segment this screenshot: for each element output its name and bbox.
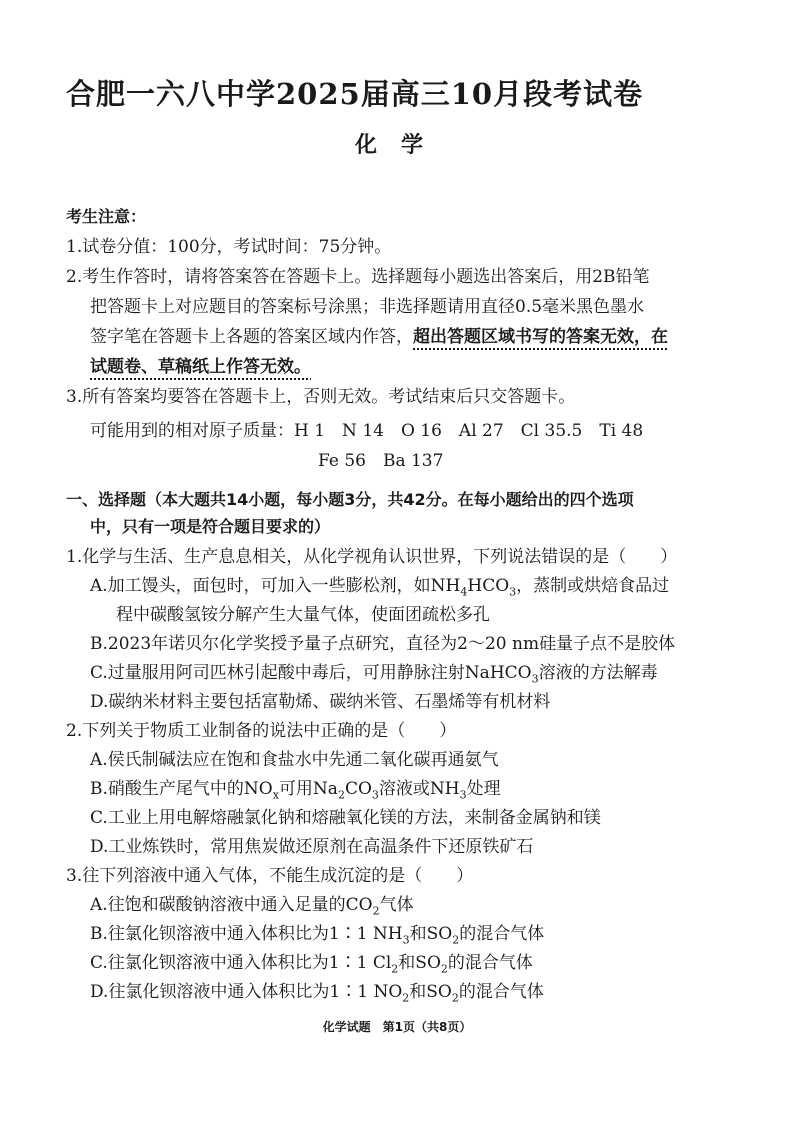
question-1-stem: 1.化学与生活、生产息息相关，从化学视角认识世界，下列说法错误的是（ ）	[66, 547, 678, 567]
q2-b-mid2: CO	[344, 779, 372, 799]
q3-c-mid: 和SO	[398, 953, 441, 973]
question-1-option-a	[90, 571, 669, 598]
q3-c-text: C.往氯化钡溶液中通入体积比为1∶1 Cl	[90, 953, 392, 973]
q3-b-sub1: 3	[402, 933, 410, 947]
q3-b-mid: 和SO	[409, 924, 453, 944]
question-2-option-d: D.工业炼铁时，常用焦炭做还原剂在高温条件下还原铁矿石	[90, 837, 534, 857]
notice-item-2-line-3-emphasis: 超出答题区域书写的答案无效，在	[413, 327, 668, 347]
q1-c-tail: 溶液的方法解毒	[538, 663, 658, 683]
atomic-masses-line-1: 可能用到的相对原子质量：H 1 N 14 O 16 Al 27 Cl 35.5 Ti 48	[90, 421, 644, 441]
q2-b-sub1: x	[272, 788, 279, 802]
q3-b-tail: 的混合气体	[459, 924, 545, 944]
q2-b-sub2: 2	[337, 788, 345, 802]
section-heading-line-1: 一、选择题（本大题共14小题，每小题3分，共42分。在每小题给出的四个选项	[66, 490, 634, 509]
question-1-option-c	[90, 658, 658, 685]
section-heading-line-2: 中，只有一项是符合题目要求的）	[90, 517, 331, 536]
notice-item-2-line-2: 把答题卡上对应题目的答案标号涂黑；非选择题请用直径0.5毫米黑色墨水	[90, 297, 645, 317]
q1-a-sub2: 3	[509, 585, 517, 599]
q2-b-text: B.硝酸生产尾气中的NO	[90, 779, 273, 799]
question-2-option-c: C.工业上用电解熔融氯化钠和熔融氧化镁的方法，来制备金属钠和镁	[90, 808, 601, 828]
notice-heading: 考生注意：	[66, 207, 147, 226]
q3-d-sub1: 2	[402, 991, 410, 1005]
q1-c-text: C.过量服用阿司匹林引起酸中毒后，可用静脉注射NaHCO	[90, 663, 532, 683]
question-3-option-b	[90, 919, 544, 946]
question-1-option-a-line-2: 程中碳酸氢铵分解产生大量气体，使面团疏松多孔	[116, 605, 490, 625]
q3-d-text: D.往氯化钡溶液中通入体积比为1∶1 NO	[90, 982, 403, 1002]
q3-c-sub2: 2	[440, 962, 448, 976]
q2-b-sub3: 3	[371, 788, 379, 802]
q3-d-tail: 的混合气体	[458, 982, 544, 1002]
subject-title: 化学	[355, 132, 448, 158]
question-3-stem: 3.往下列溶液中通入气体，不能生成沉淀的是（ ）	[66, 866, 474, 886]
question-2-stem: 2.下列关于物质工业制备的说法中正确的是（ ）	[66, 721, 457, 741]
notice-item-2-line-1: 2.考生作答时，请将答案答在答题卡上。选择题每小题选出答案后，用2B铅笔	[66, 267, 650, 287]
q2-b-mid: 可用Na	[278, 779, 338, 799]
q1-a-tail: ，蒸制或烘焙食品过	[516, 576, 670, 596]
question-2-option-b	[90, 774, 501, 801]
q3-c-sub1: 2	[391, 962, 399, 976]
q3-b-text: B.往氯化钡溶液中通入体积比为1∶1 NH	[90, 924, 403, 944]
q2-b-tail: 处理	[466, 779, 501, 799]
q2-b-sub4: 3	[459, 788, 467, 802]
q1-a-sub: 4	[460, 585, 468, 599]
page-footer: 化学试题 第1页（共8页）	[322, 1020, 472, 1034]
q3-c-tail: 的混合气体	[447, 953, 533, 973]
question-1-option-d: D.碳纳米材料主要包括富勒烯、碳纳米管、石墨烯等有机材料	[90, 692, 551, 712]
q2-b-mid3: 溶液或NH	[378, 779, 460, 799]
q3-d-mid: 和SO	[409, 982, 452, 1002]
notice-item-1: 1.试卷分值：100分，考试时间：75分钟。	[66, 237, 392, 257]
question-1-option-b: B.2023年诺贝尔化学奖授予量子点研究，直径为2～20 nm硅量子点不是胶体	[90, 634, 676, 654]
notice-item-2-line-4	[90, 352, 311, 377]
question-3-option-c	[90, 948, 533, 975]
exam-title: 合肥一六八中学2025届高三10月段考试卷	[66, 77, 644, 111]
atomic-masses-line-2: Fe 56 Ba 137	[318, 451, 444, 471]
question-3-option-d	[90, 977, 544, 1004]
q3-a-tail: 气体	[379, 895, 414, 915]
notice-item-2-line-3	[90, 322, 668, 347]
q3-b-sub2: 2	[452, 933, 460, 947]
q3-a-sub: 2	[372, 904, 380, 918]
q3-a-text: A.往饱和碳酸钠溶液中通入足量的CO	[90, 895, 373, 915]
question-2-option-a: A.侯氏制碱法应在饱和食盐水中先通二氧化碳再通氨气	[90, 750, 499, 770]
q1-a-text: A.加工馒头，面包时，可加入一些膨松剂，如NH	[90, 576, 461, 596]
question-3-option-a	[90, 890, 414, 917]
q3-d-sub2: 2	[451, 991, 459, 1005]
notice-item-2-line-3-plain: 签字笔在答题卡上各题的答案区域内作答，	[90, 327, 413, 347]
q1-a-formula: HCO	[467, 576, 510, 596]
notice-item-2-line-4-emphasis: 试题卷、草稿纸上作答无效。	[90, 357, 311, 377]
notice-item-3: 3.所有答案均要答在答题卡上，否则无效。考试结束后只交答题卡。	[66, 387, 576, 407]
q1-c-sub: 3	[531, 672, 539, 686]
